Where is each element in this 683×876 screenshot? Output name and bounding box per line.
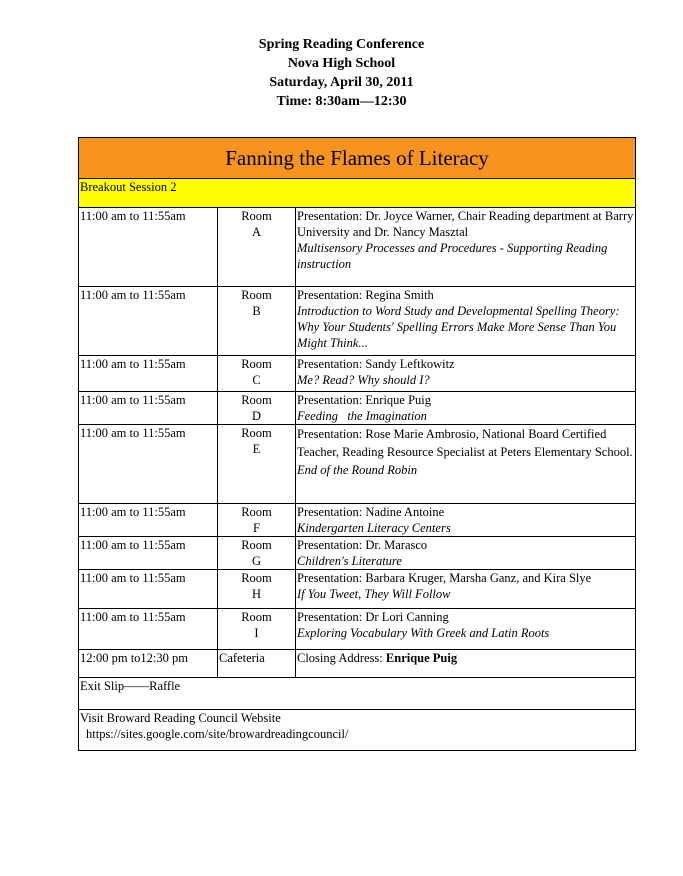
time-cell: 11:00 am to 11:55am — [79, 570, 218, 609]
table-row — [79, 392, 636, 425]
presentation-cell — [296, 609, 636, 650]
room-cell — [218, 392, 296, 425]
room-cell — [218, 356, 296, 392]
presentation-topic: Exploring Vocabulary With Greek and Latin Roots — [297, 626, 550, 640]
session-label: Breakout Session 2 — [79, 179, 296, 208]
presenter: Presentation: Dr. Joyce Warner, Chair Reading department at Barry University and Dr. Nancy Masztal — [297, 209, 634, 239]
visit-url: https://sites.google.com/site/browardreadingcouncil/ — [86, 727, 349, 741]
presentation-cell — [296, 425, 636, 504]
presentation-topic: Introduction to Word Study and Developmental Spelling Theory: Why Your Students' Spelling Errors Make More Sense Than You Might Think... — [297, 304, 620, 350]
presentation-cell — [296, 287, 636, 356]
presentation-topic: Multisensory Processes and Procedures - Supporting Reading instruction — [297, 241, 608, 271]
room-cell — [218, 570, 296, 609]
venue-name: Nova High School — [287, 56, 396, 71]
room-label: Room — [241, 571, 272, 585]
room-id: G — [251, 554, 262, 568]
presentation-topic: If You Tweet, They Will Follow — [297, 587, 451, 601]
document-header — [0, 35, 683, 111]
presentation-cell — [296, 392, 636, 425]
presenter: Presentation: Dr Lori Canning — [297, 610, 449, 624]
room-label: Room — [241, 288, 272, 302]
presentation-topic: Feeding the Imagination — [297, 409, 427, 423]
table-row — [79, 287, 636, 356]
visit-label: Visit Broward Reading Council Website — [80, 711, 281, 725]
room-cell — [218, 208, 296, 287]
closing-speaker: Enrique Puig — [385, 651, 458, 665]
time-cell: 11:00 am to 11:55am — [79, 609, 218, 650]
table-row — [79, 609, 636, 650]
presenter: Presentation: Rose Marie Ambrosio, National Board Certified Teacher, Reading Resource Specialist at Peters Elementary School. — [297, 427, 633, 459]
room-id: I — [254, 626, 259, 640]
event-time: Time: 8:30am—12:30 — [276, 94, 407, 109]
presentation-topic: Kindergarten Literacy Centers — [297, 521, 451, 535]
room-id: F — [253, 521, 260, 535]
closing-room: Cafeteria — [218, 650, 296, 678]
presentation-cell — [296, 570, 636, 609]
conference-title: Spring Reading Conference — [258, 37, 425, 52]
closing-cell — [296, 650, 636, 678]
table-row — [79, 537, 636, 570]
room-id: E — [252, 442, 261, 456]
room-cell — [218, 537, 296, 570]
table-row — [79, 356, 636, 392]
exit-slip-row — [79, 678, 636, 710]
time-cell: 11:00 am to 11:55am — [79, 208, 218, 287]
schedule-title: Fanning the Flames of Literacy — [79, 138, 636, 179]
schedule-table — [78, 137, 636, 751]
room-label: Room — [241, 357, 272, 371]
time-cell: 11:00 am to 11:55am — [79, 392, 218, 425]
presentation-topic: Me? Read? Why should I? — [297, 373, 430, 387]
room-cell — [218, 609, 296, 650]
presentation-cell — [296, 504, 636, 537]
room-label: Room — [241, 505, 272, 519]
room-cell — [218, 287, 296, 356]
time-cell: 11:00 am to 11:55am — [79, 537, 218, 570]
presentation-topic: End of the Round Robin — [297, 463, 418, 477]
presenter: Presentation: Barbara Kruger, Marsha Ganz, and Kira Slye — [297, 571, 592, 585]
presenter: Presentation: Nadine Antoine — [297, 505, 445, 519]
table-row — [79, 425, 636, 504]
presenter: Presentation: Regina Smith — [297, 288, 434, 302]
exit-slip: Exit Slip——Raffle — [79, 678, 636, 710]
presentation-topic: Children's Literature — [297, 554, 402, 568]
time-cell: 11:00 am to 11:55am — [79, 356, 218, 392]
presenter: Presentation: Dr. Marasco — [297, 538, 428, 552]
room-id: C — [252, 373, 261, 387]
room-label: Room — [241, 393, 272, 407]
event-date: Saturday, April 30, 2011 — [269, 75, 414, 90]
room-label: Room — [241, 209, 272, 223]
presenter: Presentation: Sandy Leftkowitz — [297, 357, 455, 371]
presentation-cell — [296, 356, 636, 392]
room-cell — [218, 425, 296, 504]
room-cell — [218, 504, 296, 537]
time-cell: 11:00 am to 11:55am — [79, 504, 218, 537]
session-blank-cell — [296, 179, 636, 208]
table-row — [79, 570, 636, 609]
room-id: B — [252, 304, 261, 318]
closing-label: Closing Address: — [297, 651, 386, 665]
closing-row — [79, 650, 636, 678]
table-row — [79, 208, 636, 287]
visit-row — [79, 710, 636, 751]
presentation-cell — [296, 208, 636, 287]
closing-time: 12:00 pm to12:30 pm — [79, 650, 218, 678]
visit-cell — [79, 710, 636, 751]
presenter: Presentation: Enrique Puig — [297, 393, 432, 407]
room-label: Room — [241, 426, 272, 440]
table-row — [79, 504, 636, 537]
presentation-cell — [296, 537, 636, 570]
room-id: A — [251, 225, 262, 239]
room-label: Room — [241, 610, 272, 624]
time-cell: 11:00 am to 11:55am — [79, 287, 218, 356]
room-id: D — [251, 409, 262, 423]
room-id: H — [251, 587, 262, 601]
time-cell: 11:00 am to 11:55am — [79, 425, 218, 504]
room-label: Room — [241, 538, 272, 552]
